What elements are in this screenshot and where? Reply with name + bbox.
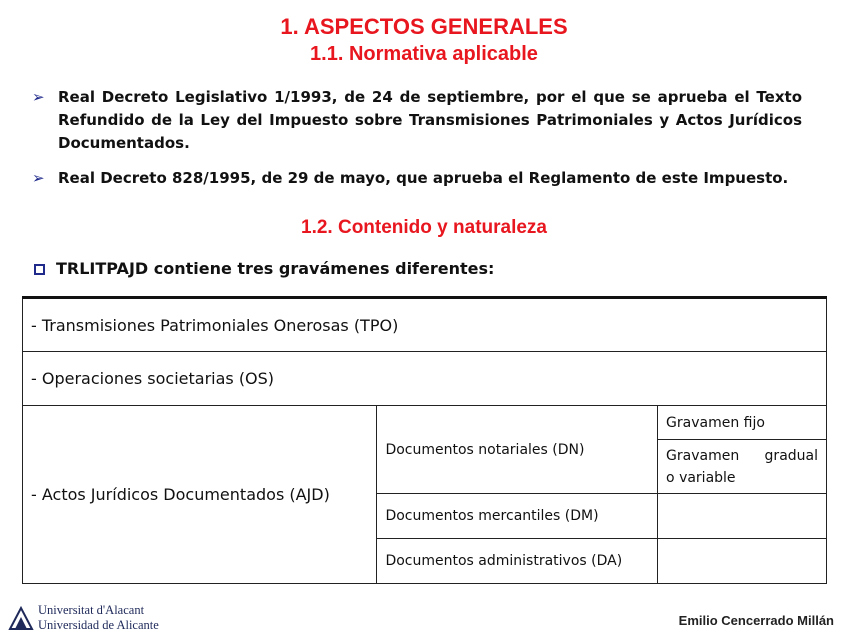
cell-dm: Documentos mercantiles (DM) xyxy=(377,494,658,539)
university-logo-icon xyxy=(8,605,34,631)
row-os: - Operaciones societarias (OS) xyxy=(23,352,827,406)
tax-types-table xyxy=(22,296,827,584)
cell-empty xyxy=(658,494,827,539)
university-logo xyxy=(8,603,159,633)
cell-gravamen-gradual xyxy=(658,440,827,494)
gradual-word-2: gradual xyxy=(764,447,818,464)
table-row xyxy=(23,406,827,440)
checkbox-bullet-icon xyxy=(34,264,45,275)
bullet-text: Real Decreto Legislativo 1/1993, de 24 de septiembre, por el que se aprueba el Texto Refundido de la Ley del Impuesto sobre Transmisiones Patrimoniales y Actos Jurídicos Documentados. xyxy=(58,88,802,152)
table-row xyxy=(23,352,827,406)
bullet-item xyxy=(32,167,802,190)
author-name: Emilio Cencerrado Millán xyxy=(678,613,834,628)
section-heading: 1. ASPECTOS GENERALES xyxy=(280,14,568,39)
gradual-word-3: o variable xyxy=(666,469,736,486)
cell-da: Documentos administrativos (DA) xyxy=(377,539,658,584)
cell-empty xyxy=(658,539,827,584)
bullet-text: Real Decreto 828/1995, de 29 de mayo, que aprueba el Reglamento de este Impuesto. xyxy=(58,169,789,187)
gradual-word-1: Gravamen xyxy=(666,447,740,464)
cell-ajd: - Actos Jurídicos Documentados (AJD) xyxy=(23,406,377,584)
subsection-heading-contenido: 1.2. Contenido y naturaleza xyxy=(301,217,547,238)
logo-line-valenciano: Universitat d'Alacant xyxy=(38,603,145,617)
cell-dn: Documentos notariales (DN) xyxy=(377,406,658,494)
table-row xyxy=(23,298,827,352)
arrow-bullet-icon: ➢ xyxy=(32,88,45,106)
bullet-item xyxy=(32,86,802,155)
checkbox-item-text: TRLITPAJD contiene tres gravámenes diferentes: xyxy=(56,259,495,278)
logo-line-castellano: Universidad de Alicante xyxy=(38,618,159,632)
cell-gravamen-fijo: Gravamen fijo xyxy=(658,406,827,440)
subsection-heading-normativa: 1.1. Normativa aplicable xyxy=(310,43,538,65)
row-tpo: - Transmisiones Patrimoniales Onerosas (TPO) xyxy=(23,298,827,352)
arrow-bullet-icon: ➢ xyxy=(32,169,45,187)
